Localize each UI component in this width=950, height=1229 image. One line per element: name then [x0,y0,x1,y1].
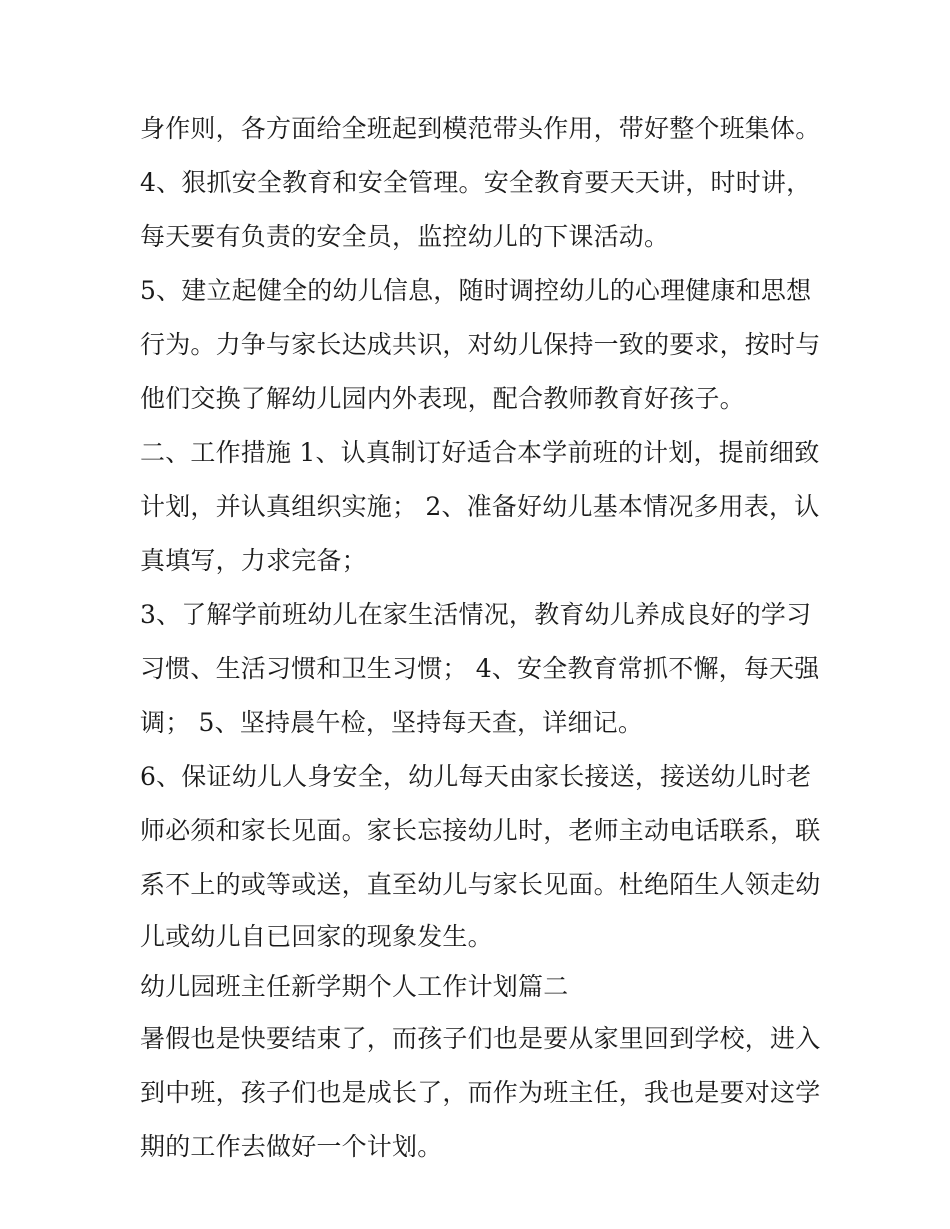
text-line: 期的工作去做好一个计划。 [140,1132,443,1161]
text-line: 3、了解学前班幼儿在家生活情况，教育幼儿养成良好的学习 [140,600,812,629]
text-line: 计划，并认真组织实施； 2、准备好幼儿基本情况多用表，认 [140,492,820,521]
text-line: 每天要有负责的安全员，监控幼儿的下课活动。 [140,222,670,251]
text-line: 暑假也是快要结束了，而孩子们也是要从家里回到学校，进入 [140,1024,821,1053]
text-line: 调； 5、坚持晨午检，坚持每天查，详细记。 [140,708,644,737]
text-line: 4、狠抓安全教育和安全管理。安全教育要天天讲，时时讲， [140,168,812,197]
text-line: 系不上的或等或送，直至幼儿与家长见面。杜绝陌生人领走幼 [140,870,821,899]
text-line: 习惯、生活习惯和卫生习惯； 4、安全教育常抓不懈，每天强 [140,654,820,683]
text-line: 到中班，孩子们也是成长了，而作为班主任，我也是要对这学 [140,1078,821,1107]
text-line: 行为。力争与家长达成共识，对幼儿保持一致的要求，按时与 [140,330,821,359]
text-line: 师必须和家长见面。家长忘接幼儿时，老师主动电话联系，联 [140,816,821,845]
text-line: 真填写，力求完备； [140,546,367,575]
text-line: 他们交换了解幼儿园内外表现，配合教师教育好孩子。 [140,384,745,413]
text-line: 儿或幼儿自已回家的现象发生。 [140,922,493,951]
text-line: 二、工作措施 1、认真制订好适合本学前班的计划，提前细致 [140,438,820,467]
text-line: 5、建立起健全的幼儿信息，随时调控幼儿的心理健康和思想 [140,276,812,305]
section-heading: 幼儿园班主任新学期个人工作计划篇二 [140,972,569,1001]
text-line: 6、保证幼儿人身安全，幼儿每天由家长接送，接送幼儿时老 [140,762,812,791]
text-line: 身作则，各方面给全班起到模范带头作用，带好整个班集体。 [140,114,821,143]
document-body [140,102,830,1174]
